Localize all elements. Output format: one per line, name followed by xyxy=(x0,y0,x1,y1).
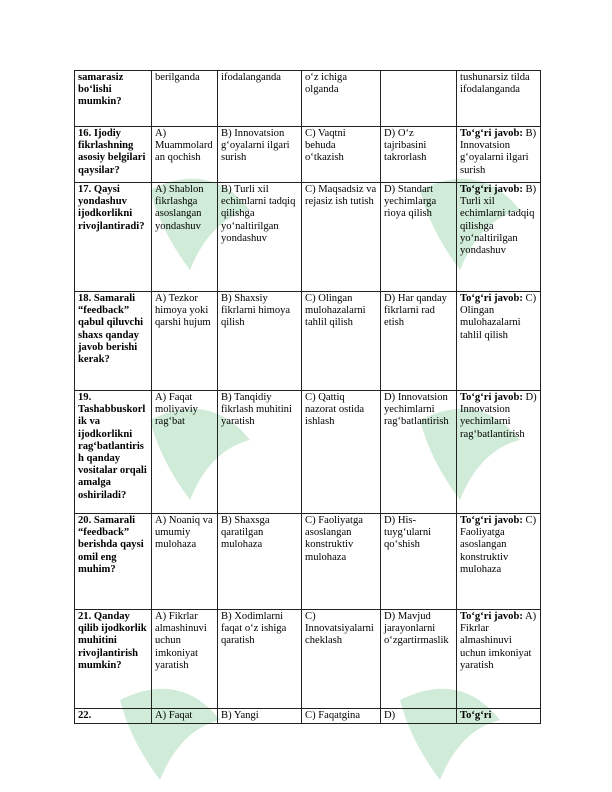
option-c-cell: C) Maqsadsiz va rejasiz ish tutish xyxy=(302,183,381,292)
answer-label: To‘g‘ri javob: xyxy=(460,515,523,526)
option-a-cell: A) Muammolardan qochish xyxy=(152,127,218,183)
question-cell: samarasiz bo‘lishi mumkin? xyxy=(75,71,152,127)
option-b-cell: B) Xodimlarni faqat o‘z ishiga qaratish xyxy=(218,610,302,709)
option-a-cell: A) Noaniq va umumiy mulohaza xyxy=(152,514,218,610)
option-a-cell: A) Faqat xyxy=(152,709,218,724)
question-cell: 19. Tashabbuskorlik va ijodkorlikni rag‘batlantirish qanday vositalar orqali amalga oshiriladi? xyxy=(75,391,152,514)
option-c-cell: C) Qattiq nazorat ostida ishlash xyxy=(302,391,381,514)
answer-cell xyxy=(457,71,541,127)
question-cell: 18. Samarali “feedback” qabul qiluvchi shaxs qanday javob berishi kerak? xyxy=(75,292,152,391)
option-c-cell: o‘z ichiga olganda xyxy=(302,71,381,127)
answer-label: To‘g‘ri javob: xyxy=(460,611,523,622)
answer-label: To‘g‘ri javob: xyxy=(460,293,523,304)
answer-text: C) Olingan mulohazalarni tahlil qilish xyxy=(460,293,537,341)
option-d-cell: D) O‘z tajribasini takrorlash xyxy=(381,127,457,183)
option-a-cell: A) Fikrlar almashinuvi uchun imkoniyat yaratish xyxy=(152,610,218,709)
option-b-cell: B) Innovatsion g‘oyalarni ilgari surish xyxy=(218,127,302,183)
option-b-cell: B) Tanqidiy fikrlash muhitini yaratish xyxy=(218,391,302,514)
option-d-cell: D) His-tuyg‘ularni qo‘shish xyxy=(381,514,457,610)
option-b-cell: B) Turli xil echimlarni tadqiq qilishga yo‘naltirilgan yondashuv xyxy=(218,183,302,292)
question-cell: 21. Qanday qilib ijodkorlik muhitini rivojlantirish mumkin? xyxy=(75,610,152,709)
option-c-cell: C) Olingan mulohazalarni tahlil qilish xyxy=(302,292,381,391)
option-b-cell: B) Shaxsga qaratilgan mulohaza xyxy=(218,514,302,610)
option-c-cell: C) Vaqtni behuda o‘tkazish xyxy=(302,127,381,183)
answer-label: To‘g‘ri javob: xyxy=(460,128,523,139)
table-row xyxy=(75,514,541,610)
table-row xyxy=(75,709,541,724)
option-d-cell: D) Mavjud jarayonlarni o‘zgartirmaslik xyxy=(381,610,457,709)
option-d-cell: D) Har qanday fikrlarni rad etish xyxy=(381,292,457,391)
option-a-cell: berilganda xyxy=(152,71,218,127)
option-d-cell: D) Standart yechimlarga rioya qilish xyxy=(381,183,457,292)
answer-cell xyxy=(457,391,541,514)
option-b-cell: ifodalanganda xyxy=(218,71,302,127)
question-cell: 16. Ijodiy fikrlashning asosiy belgilari qaysilar? xyxy=(75,127,152,183)
question-cell: 20. Samarali “feedback” berishda qaysi omil eng muhim? xyxy=(75,514,152,610)
answer-cell xyxy=(457,292,541,391)
table-row xyxy=(75,610,541,709)
option-c-cell: C) Faqatgina xyxy=(302,709,381,724)
questions-table xyxy=(74,70,541,724)
answer-label: To‘g‘ri javob: xyxy=(460,184,523,195)
option-a-cell: A) Faqat moliyaviy rag‘bat xyxy=(152,391,218,514)
question-cell: 22. xyxy=(75,709,152,724)
table-row xyxy=(75,391,541,514)
option-a-cell: A) Tezkor himoya yoki qarshi hujum xyxy=(152,292,218,391)
question-cell: 17. Qaysi yondashuv ijodkorlikni rivojlantiradi? xyxy=(75,183,152,292)
answer-text: A) Fikrlar almashinuvi uchun imkoniyat yaratish xyxy=(460,611,537,671)
option-a-cell: A) Shablon fikrlashga asoslangan yondashuv xyxy=(152,183,218,292)
answer-text: tushunarsiz tilda ifodalanganda xyxy=(460,72,530,96)
option-c-cell: C) Innovatsiyalarni cheklash xyxy=(302,610,381,709)
table-row xyxy=(75,292,541,391)
answer-label: To‘g‘ri javob: xyxy=(460,392,523,403)
answer-label: To‘g‘ri xyxy=(460,710,492,721)
answer-cell xyxy=(457,127,541,183)
option-b-cell: B) Shaxsiy fikrlarni himoya qilish xyxy=(218,292,302,391)
table-row xyxy=(75,183,541,292)
option-c-cell: C) Faoliyatga asoslangan konstruktiv mulohaza xyxy=(302,514,381,610)
answer-cell xyxy=(457,610,541,709)
table-row xyxy=(75,127,541,183)
option-d-cell xyxy=(381,71,457,127)
option-b-cell: B) Yangi xyxy=(218,709,302,724)
answer-text: B) Innovatsion g‘oyalarni ilgari surish xyxy=(460,128,537,176)
answer-cell xyxy=(457,183,541,292)
table-row xyxy=(75,71,541,127)
option-d-cell: D) Innovatsion yechimlarni rag‘batlantirish xyxy=(381,391,457,514)
answer-cell xyxy=(457,709,541,724)
answer-text: B) Turli xil echimlarni tadqiq qilishga yo‘naltirilgan yondashuv xyxy=(460,184,537,257)
option-d-cell: D) xyxy=(381,709,457,724)
answer-text: C) Faoliyatga asoslangan konstruktiv mulohaza xyxy=(460,515,537,575)
answer-cell xyxy=(457,514,541,610)
answer-text: D) Innovatsion yechimlarni rag‘batlantirish xyxy=(460,392,537,440)
